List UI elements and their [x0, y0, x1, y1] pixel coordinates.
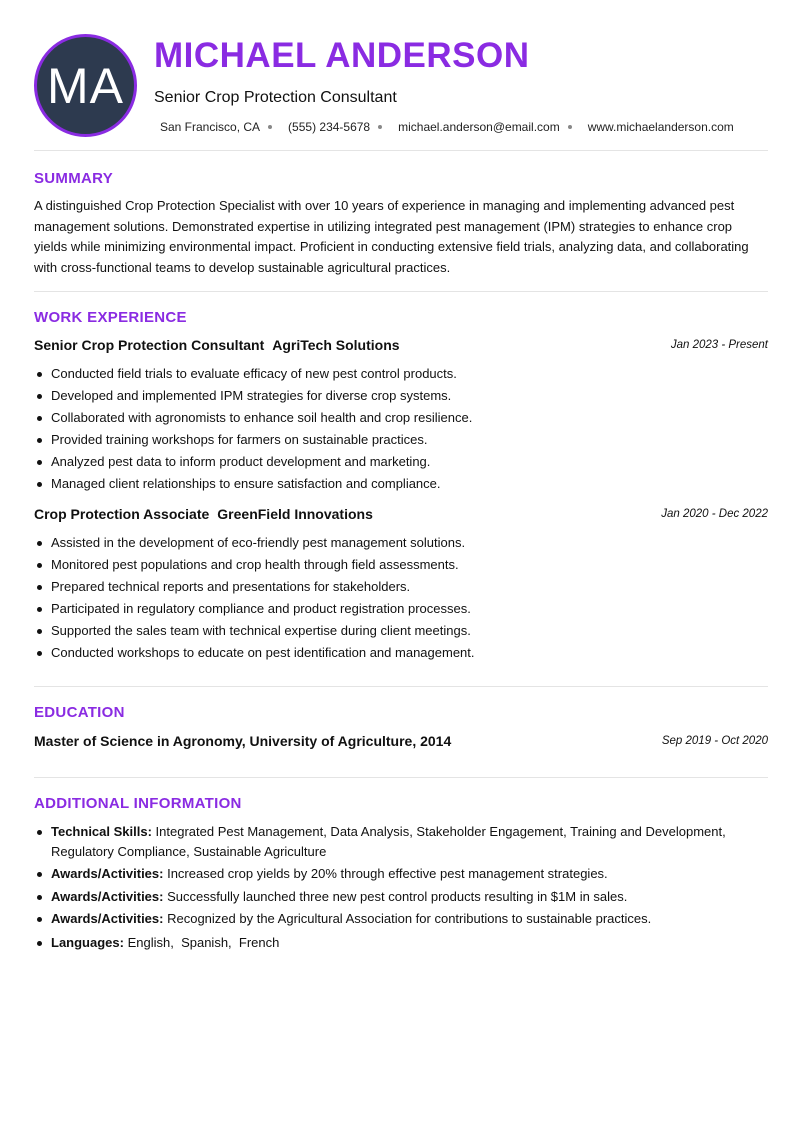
- list-item: [34, 864, 768, 884]
- job-title: [34, 506, 373, 522]
- item-text: Increased crop yields by 20% through effective pest management strategies.: [167, 866, 608, 881]
- education-dates: Sep 2019 - Oct 2020: [661, 735, 768, 747]
- work-experience-heading: WORK EXPERIENCE: [34, 309, 187, 326]
- list-item: Provided training workshops for farmers on sustainable practices.: [34, 429, 768, 451]
- job-dates: Jan 2020 - Dec 2022: [661, 508, 768, 520]
- item-text: Recognized by the Agricultural Association for contributions to sustainable practices.: [167, 911, 652, 926]
- job-role: Crop Protection Associate: [34, 506, 210, 522]
- list-item: Managed client relationships to ensure satisfaction and compliance.: [34, 473, 768, 495]
- summary-text: A distinguished Crop Protection Specialist with over 10 years of experience in managing and implementing advanced pest management solutions. Demonstrated expertise in utilizing integrated pest management (IPM) strategies to enhance crop yields while minimizing environmental impact. Proficient in conducting extensive field trials, analyzing data, and collaborating with cross-functional teams to develop sustainable agricultural practices.: [34, 198, 749, 275]
- job-entry: [34, 337, 768, 495]
- degree: Master of Science in Agronomy, University of Agriculture, 2014: [34, 733, 452, 749]
- list-item: Conducted field trials to evaluate efficacy of new pest control products.: [34, 363, 768, 385]
- additional-info-heading: ADDITIONAL INFORMATION: [34, 795, 242, 812]
- separator-dot: [568, 125, 572, 129]
- item-text: Successfully launched three new pest control products resulting in $1M in sales.: [167, 888, 628, 904]
- list-item: Collaborated with agronomists to enhance soil health and crop resilience.: [34, 407, 768, 429]
- list-item: Monitored pest populations and crop health through field assessments.: [34, 554, 768, 576]
- job-entry: [34, 506, 768, 664]
- item-text: Integrated Pest Management, Data Analysis, Stakeholder Engagement, Training and Development, Regulatory Compliance, Sustainable Agriculture: [51, 824, 726, 859]
- contact-phone: (555) 234-5678: [288, 120, 371, 134]
- job-company: AgriTech Solutions: [272, 337, 400, 353]
- job-header: [34, 337, 768, 357]
- list-item: Developed and implemented IPM strategies for diverse crop systems.: [34, 385, 768, 407]
- job-bullets: [34, 363, 768, 495]
- resume-header: [34, 34, 768, 139]
- list-item: Analyzed pest data to inform product development and marketing.: [34, 451, 768, 473]
- list-item: Supported the sales team with technical expertise during client meetings.: [34, 620, 768, 642]
- divider: [34, 686, 768, 687]
- job-dates: Jan 2023 - Present: [670, 339, 768, 351]
- item-label: Technical Skills:: [51, 824, 152, 839]
- list-item: [34, 822, 768, 861]
- job-header: [34, 506, 768, 526]
- contact-website[interactable]: www.michaelanderson.com: [587, 120, 734, 134]
- item-label: Awards/Activities:: [51, 866, 164, 881]
- divider: [34, 150, 768, 151]
- item-text: English, Spanish, French: [127, 934, 280, 950]
- contact-line: [160, 120, 734, 134]
- separator-dot: [378, 125, 382, 129]
- list-item: [34, 909, 768, 929]
- list-item: Conducted workshops to educate on pest identification and management.: [34, 642, 768, 664]
- contact-email[interactable]: michael.anderson@email.com: [398, 120, 560, 134]
- job-role: Senior Crop Protection Consultant: [34, 337, 265, 353]
- job-title: [34, 337, 400, 353]
- candidate-name: MICHAEL ANDERSON: [154, 36, 530, 75]
- avatar: MA: [34, 34, 137, 137]
- divider: [34, 291, 768, 292]
- job-bullets: [34, 532, 768, 664]
- list-item: [34, 933, 768, 953]
- list-item: Prepared technical reports and presentations for stakeholders.: [34, 576, 768, 598]
- contact-location: San Francisco, CA: [160, 120, 261, 134]
- summary-heading: SUMMARY: [34, 170, 114, 187]
- separator-dot: [268, 125, 272, 129]
- divider: [34, 777, 768, 778]
- item-label: Languages:: [51, 934, 124, 950]
- education-heading: EDUCATION: [34, 704, 125, 721]
- education-entry: [34, 733, 768, 753]
- job-company: GreenField Innovations: [217, 506, 373, 522]
- additional-info-list: [34, 822, 768, 955]
- item-label: Awards/Activities:: [51, 888, 164, 904]
- list-item: Assisted in the development of eco-friendly pest management solutions.: [34, 532, 768, 554]
- item-label: Awards/Activities:: [51, 911, 164, 926]
- list-item: [34, 887, 768, 907]
- candidate-title: Senior Crop Protection Consultant: [154, 89, 397, 106]
- list-item: Participated in regulatory compliance and product registration processes.: [34, 598, 768, 620]
